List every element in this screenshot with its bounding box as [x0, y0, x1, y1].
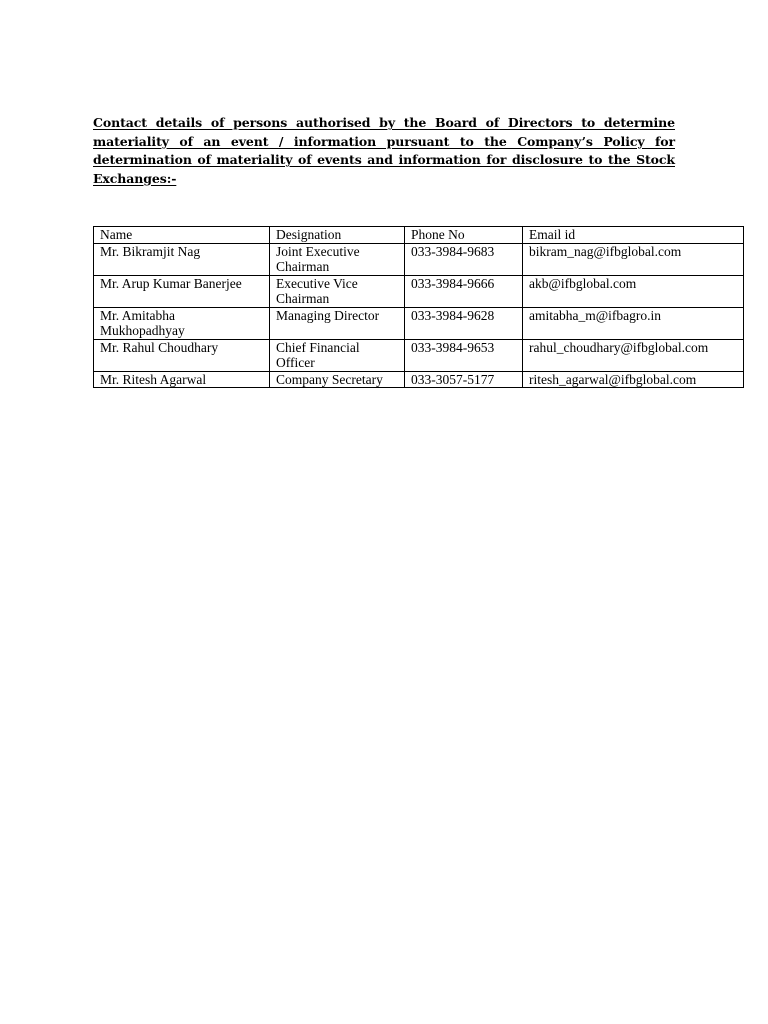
cell-phone: 033-3057-5177 [405, 371, 523, 388]
cell-email: ritesh_agarwal@ifbglobal.com [523, 371, 744, 388]
header-designation: Designation [270, 227, 405, 244]
cell-designation: Chief Financial Officer [270, 339, 405, 371]
cell-name: Mr. Amitabha Mukhopadhyay [94, 307, 270, 339]
cell-name: Mr. Rahul Choudhary [94, 339, 270, 371]
table-header-row [94, 227, 744, 244]
cell-designation: Managing Director [270, 307, 405, 339]
table-row [94, 339, 744, 371]
cell-email: rahul_choudhary@ifbglobal.com [523, 339, 744, 371]
cell-email: akb@ifbglobal.com [523, 275, 744, 307]
cell-designation: Company Secretary [270, 371, 405, 388]
contacts-table [93, 226, 744, 388]
header-email: Email id [523, 227, 744, 244]
cell-name: Mr. Ritesh Agarwal [94, 371, 270, 388]
document-heading: Contact details of persons authorised by the Board of Directors to determine materiality of an event / information pursuant to the Company’s Policy for determination of materiality of events and information for disclosure to the Stock Exchanges:- [93, 115, 675, 186]
cell-email: bikram_nag@ifbglobal.com [523, 243, 744, 275]
table-row [94, 243, 744, 275]
cell-email: amitabha_m@ifbagro.in [523, 307, 744, 339]
header-name: Name [94, 227, 270, 244]
cell-phone: 033-3984-9683 [405, 243, 523, 275]
cell-phone: 033-3984-9628 [405, 307, 523, 339]
cell-name: Mr. Bikramjit Nag [94, 243, 270, 275]
table-row [94, 307, 744, 339]
table-row [94, 371, 744, 388]
cell-phone: 033-3984-9666 [405, 275, 523, 307]
cell-name: Mr. Arup Kumar Banerjee [94, 275, 270, 307]
cell-designation: Joint Executive Chairman [270, 243, 405, 275]
header-phone: Phone No [405, 227, 523, 244]
cell-phone: 033-3984-9653 [405, 339, 523, 371]
table-row [94, 275, 744, 307]
cell-designation: Executive Vice Chairman [270, 275, 405, 307]
